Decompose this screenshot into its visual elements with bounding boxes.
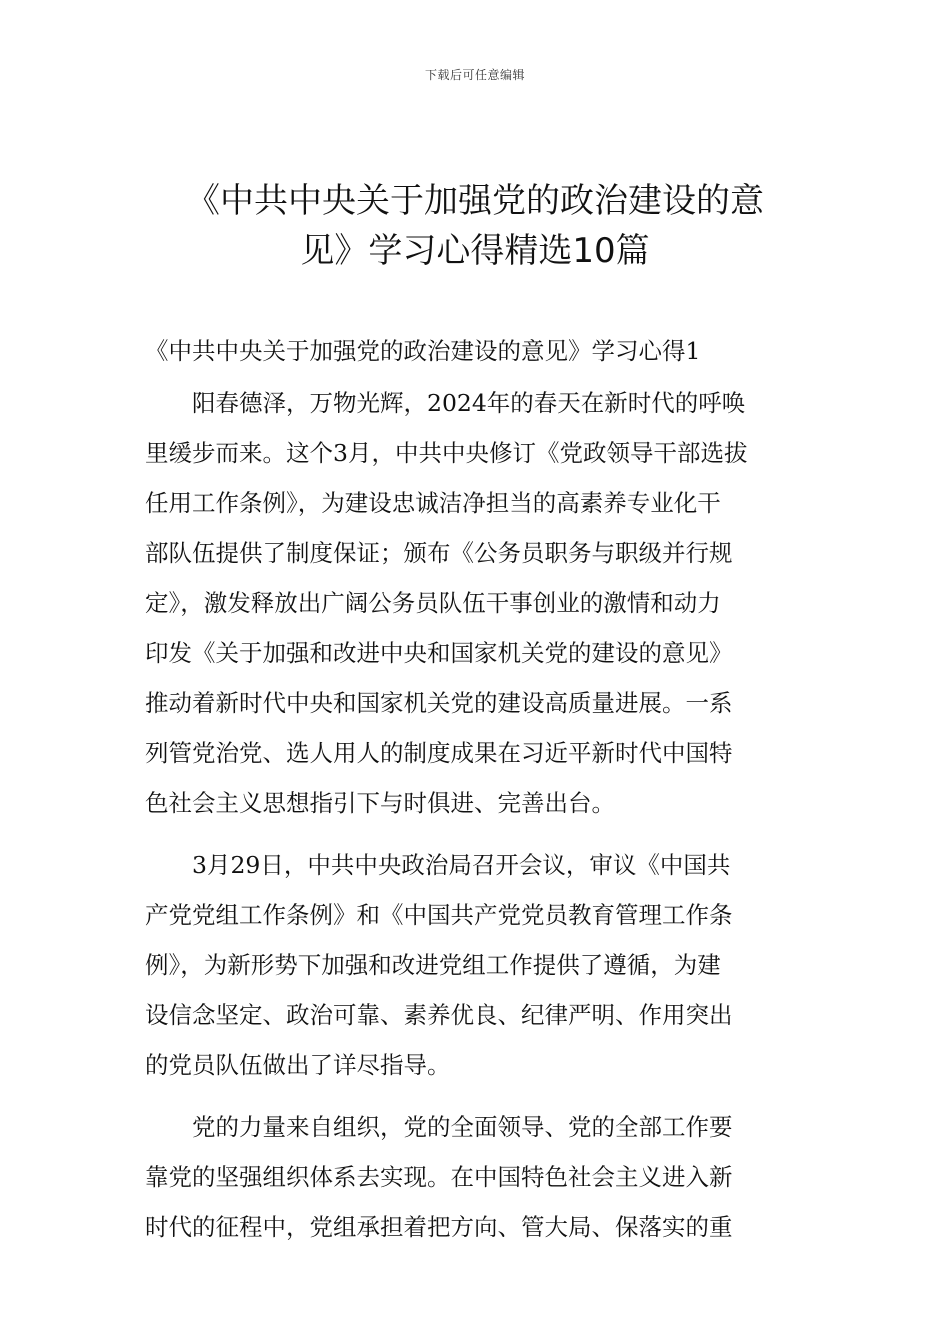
text-line: 定》，激发释放出广阔公务员队伍干事创业的激情和动力	[145, 589, 721, 617]
text-line: 的党员队伍做出了详尽指导。	[145, 1051, 451, 1079]
text-line: 设信念坚定、政治可靠、素养优良、纪律严明、作用突出	[145, 1001, 733, 1029]
text-line: 任用工作条例》，为建设忠诚洁净担当的高素养专业化干	[145, 489, 721, 517]
paragraph-3	[145, 1102, 810, 1252]
paragraph-1	[145, 378, 810, 828]
text-line: 阳春德泽，万物光辉，2024年的春天在新时代的呼唤	[192, 389, 746, 417]
text-line: 推动着新时代中央和国家机关党的建设高质量进展。一系	[145, 689, 733, 717]
text-line: 印发《关于加强和改进中央和国家机关党的建设的意见》	[145, 639, 733, 667]
text-line: 色社会主义思想指引下与时俱进、完善出台。	[145, 789, 615, 817]
text-line: 例》，为新形势下加强和改进党组工作提供了遵循，为建	[145, 951, 721, 979]
header-note: 下载后可任意编辑	[424, 68, 525, 82]
text-line: 靠党的坚强组织体系去实现。在中国特色社会主义进入新	[145, 1163, 733, 1191]
text-line: 3月29日，中共中央政治局召开会议，审议《中国共	[192, 851, 731, 879]
title-line-2: 见》学习心得精选10篇	[300, 231, 650, 271]
text-line: 部队伍提供了制度保证；颁布《公务员职务与职级并行规	[145, 539, 733, 567]
section-subtitle: 《中共中央关于加强党的政治建设的意见》学习心得1	[145, 337, 701, 365]
text-line: 时代的征程中，党组承担着把方向、管大局、保落实的重	[145, 1213, 733, 1241]
document-body	[145, 330, 810, 1264]
document-title	[150, 176, 800, 276]
title-line-1: 《中共中央关于加强党的政治建设的意	[186, 181, 764, 221]
paragraph-2	[145, 840, 810, 1090]
text-line: 列管党治党、选人用人的制度成果在习近平新时代中国特	[145, 739, 733, 767]
text-line: 里缓步而来。这个3月，中共中央修订《党政领导干部选拔	[145, 439, 748, 467]
text-line: 产党党组工作条例》和《中国共产党党员教育管理工作条	[145, 901, 733, 929]
text-line: 党的力量来自组织，党的全面领导、党的全部工作要	[192, 1113, 733, 1141]
